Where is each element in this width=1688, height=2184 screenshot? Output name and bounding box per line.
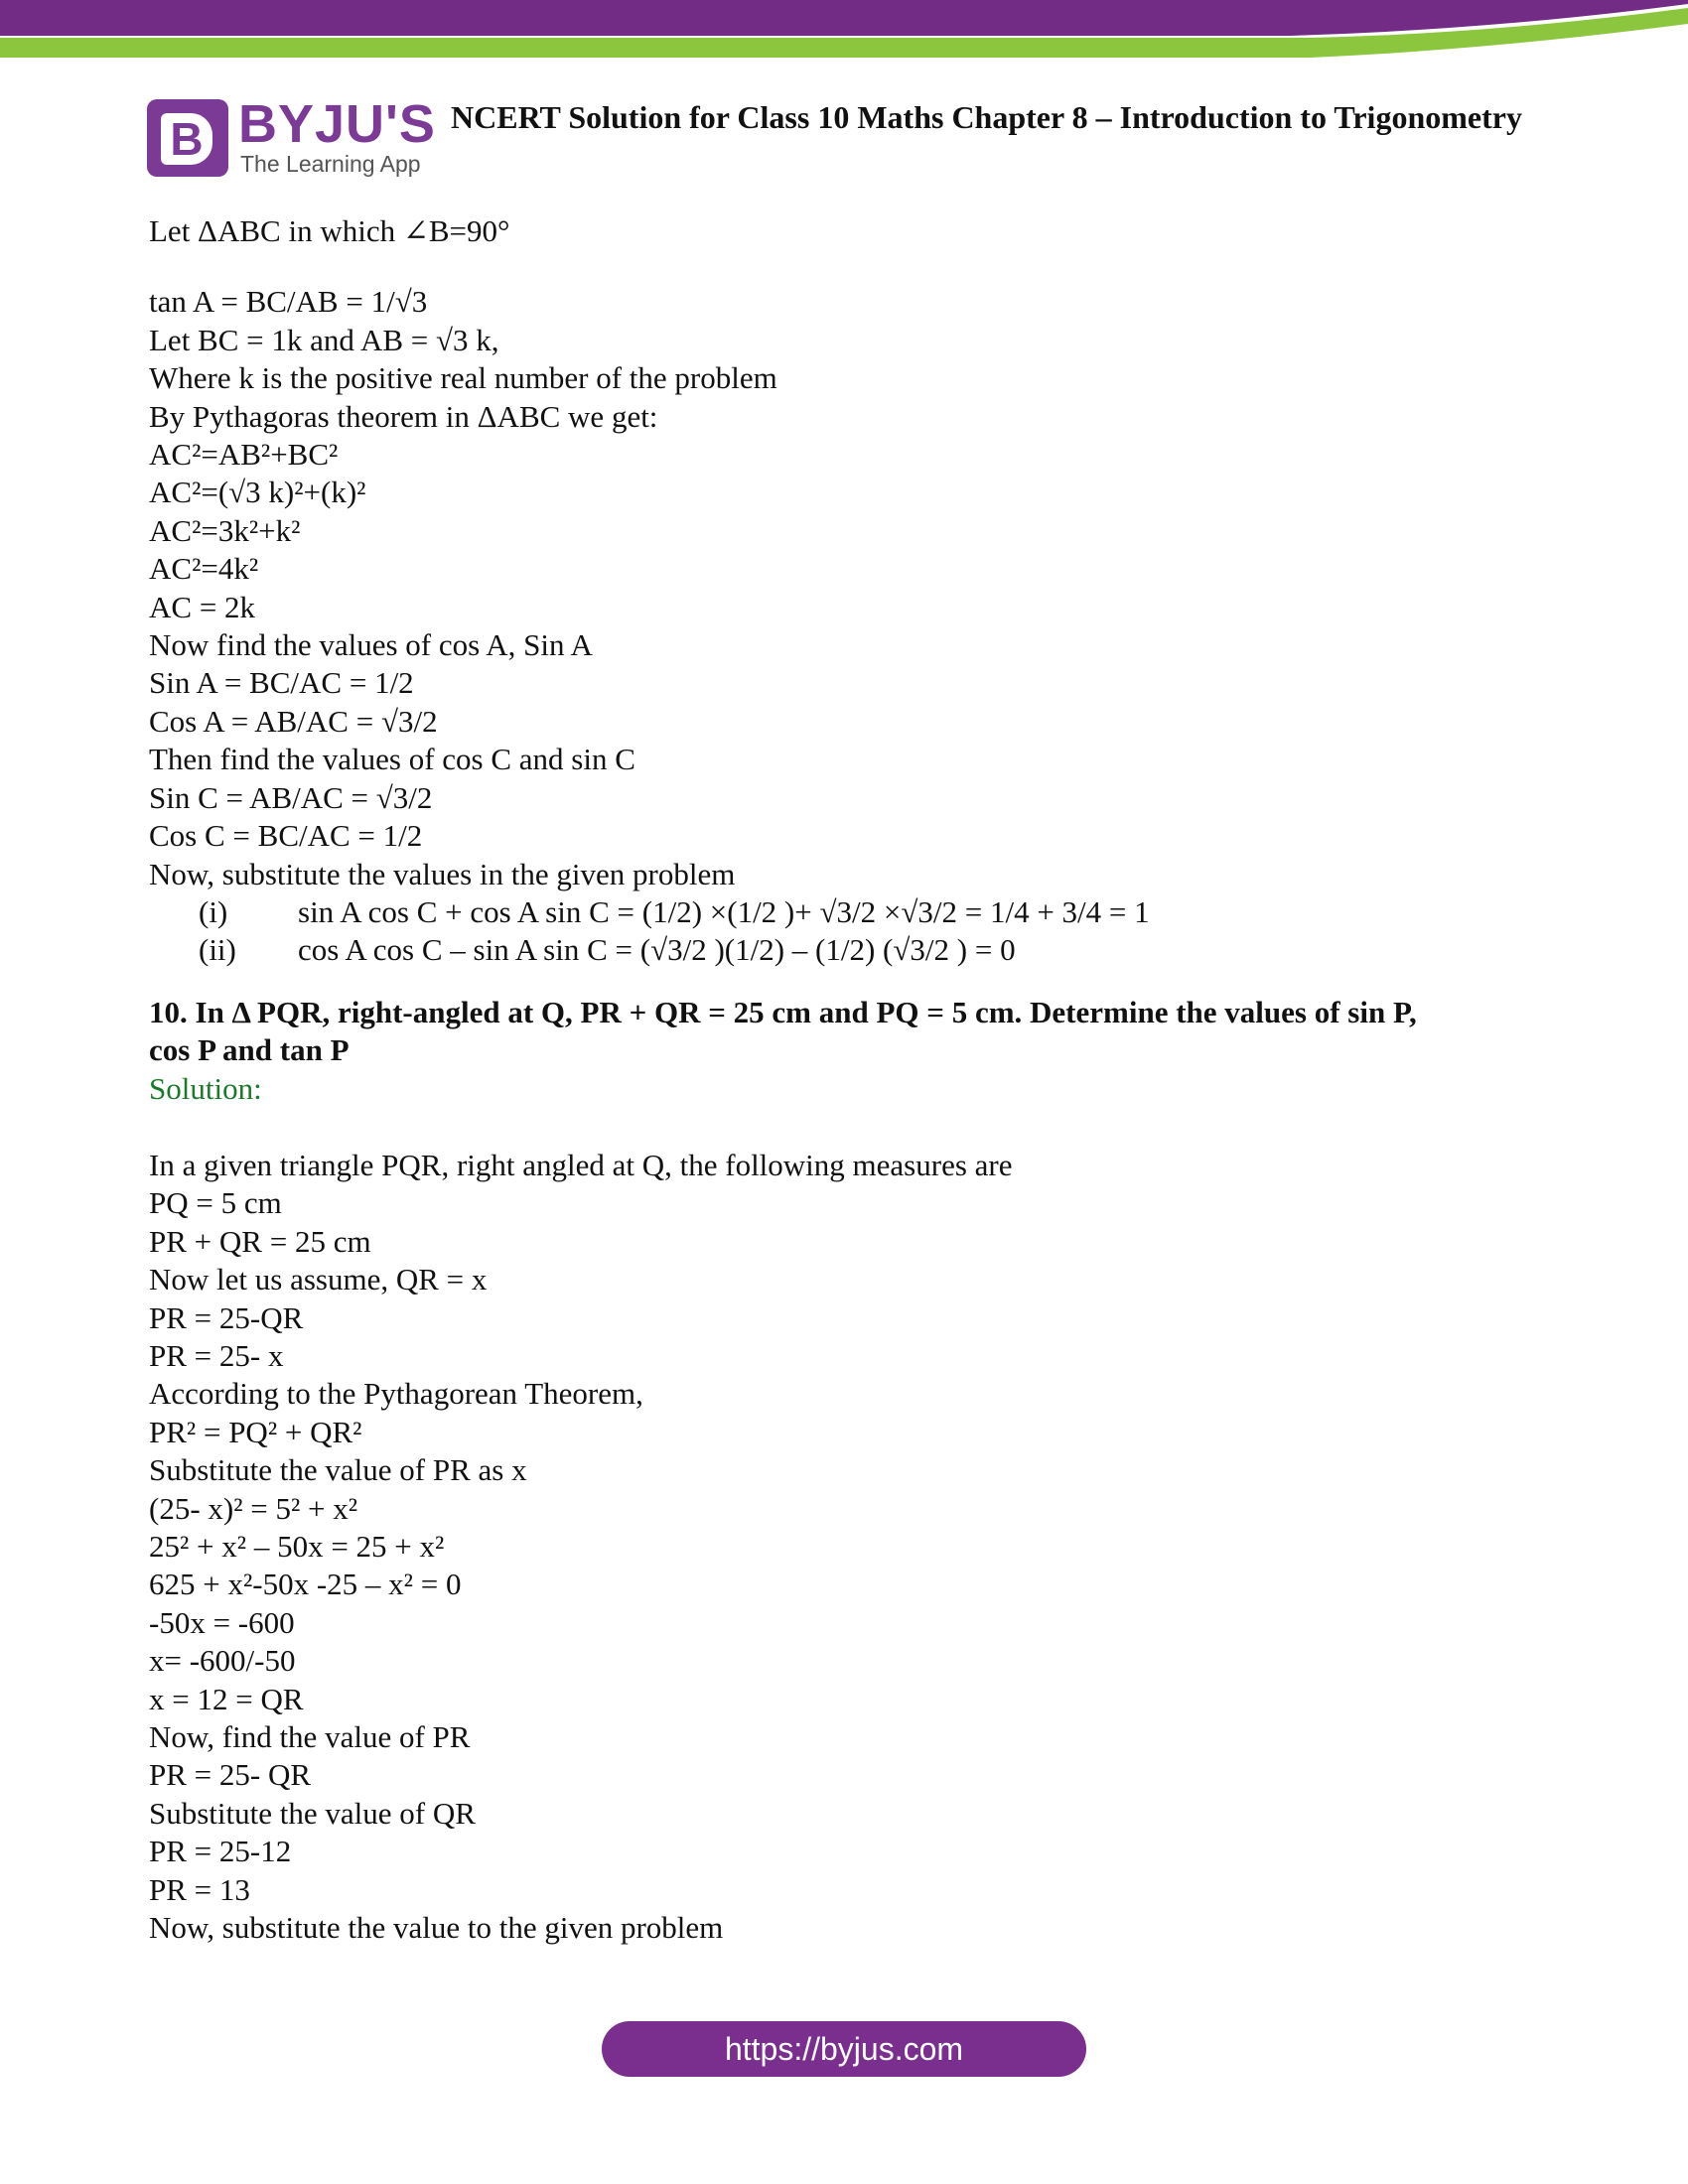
text-line: Then find the values of cos C and sin C <box>149 742 635 777</box>
equation-line: Sin A = BC/AC = 1/2 <box>149 665 414 701</box>
equation-line: Cos C = BC/AC = 1/2 <box>149 818 423 854</box>
equation-line: PR² = PQ² + QR² <box>149 1414 362 1449</box>
question-10-line-1: 10. In Δ PQR, right-angled at Q, PR + QR = 25 cm and PQ = 5 cm. Determine the values of sin P, <box>149 994 1417 1029</box>
text-line: Substitute the value of QR <box>149 1795 476 1831</box>
equation-line: PR + QR = 25 cm <box>149 1223 371 1259</box>
text-line: Now find the values of cos A, Sin A <box>149 627 593 663</box>
sub-item-i <box>149 893 1559 931</box>
equation-line: Sin C = AB/AC = √3/2 <box>149 779 433 815</box>
logo-mark <box>147 99 228 177</box>
equation-line: AC²=4k² <box>149 551 259 587</box>
logo-wordmark: BYJU'S <box>238 94 436 154</box>
equation-line: PR = 13 <box>149 1871 250 1907</box>
equation-line: AC = 2k <box>149 589 256 624</box>
logo-letter: B <box>161 113 212 165</box>
question-10-line-2: cos P and tan P <box>149 1032 350 1068</box>
sub-item-number: (i) <box>199 893 228 929</box>
solution-label: Solution: <box>149 1070 262 1106</box>
sub-item-text: cos A cos C – sin A sin C = (√3/2 )(1/2) – (1/2) (√3/2 ) = 0 <box>298 932 1016 968</box>
equation-line: PR = 25-12 <box>149 1834 292 1869</box>
text-line: Where k is the positive real number of the problem <box>149 360 777 396</box>
text-line: tan A = BC/AB = 1/√3 <box>149 284 428 320</box>
text-line: In a given triangle PQR, right angled at Q, the following measures are <box>149 1147 1013 1182</box>
logo-tagline: The Learning App <box>240 151 421 177</box>
text-line: Let ΔABC in which ∠B=90° <box>149 213 510 248</box>
document-title: NCERT Solution for Class 10 Maths Chapter 8 – Introduction to Trigonometry <box>451 99 1522 135</box>
equation-line: AC²=3k²+k² <box>149 512 301 548</box>
equation-line: PR = 25- x <box>149 1337 284 1373</box>
equation-line: Cos A = AB/AC = √3/2 <box>149 703 438 739</box>
equation-line: x = 12 = QR <box>149 1681 304 1716</box>
equation-line: -50x = -600 <box>149 1604 295 1640</box>
page-header <box>147 95 1577 185</box>
text-line: Let BC = 1k and AB = √3 k, <box>149 322 499 357</box>
text-line: By Pythagoras theorem in ΔABC we get: <box>149 398 658 434</box>
equation-line: 25² + x² – 50x = 25 + x² <box>149 1529 445 1564</box>
text-line: Substitute the value of PR as x <box>149 1452 527 1488</box>
equation-line: PQ = 5 cm <box>149 1185 282 1221</box>
top-decorative-bar <box>0 0 1688 60</box>
equation-line: PR = 25-QR <box>149 1299 304 1335</box>
equation-line: (25- x)² = 5² + x² <box>149 1490 358 1526</box>
text-line: Now, substitute the value to the given problem <box>149 1910 724 1946</box>
footer-url-link[interactable]: https://byjus.com <box>602 2021 1086 2077</box>
sub-item-number: (ii) <box>199 932 236 968</box>
equation-line: x= -600/-50 <box>149 1643 296 1679</box>
byjus-logo <box>147 95 435 185</box>
equation-line: PR = 25- QR <box>149 1757 312 1793</box>
sub-item-ii <box>149 931 1559 969</box>
equation-line: AC²=AB²+BC² <box>149 437 339 473</box>
document-body <box>149 212 1559 1947</box>
sub-item-text: sin A cos C + cos A sin C = (1/2) ×(1/2 )+ √3/2 ×√3/2 = 1/4 + 3/4 = 1 <box>298 893 1150 929</box>
text-line: Now, find the value of PR <box>149 1719 471 1755</box>
equation-line: AC²=(√3 k)²+(k)² <box>149 475 366 510</box>
text-line: Now, substitute the values in the given problem <box>149 856 736 891</box>
text-line: According to the Pythagorean Theorem, <box>149 1376 643 1412</box>
text-line: Now let us assume, QR = x <box>149 1262 488 1297</box>
equation-line: 625 + x²-50x -25 – x² = 0 <box>149 1567 462 1602</box>
